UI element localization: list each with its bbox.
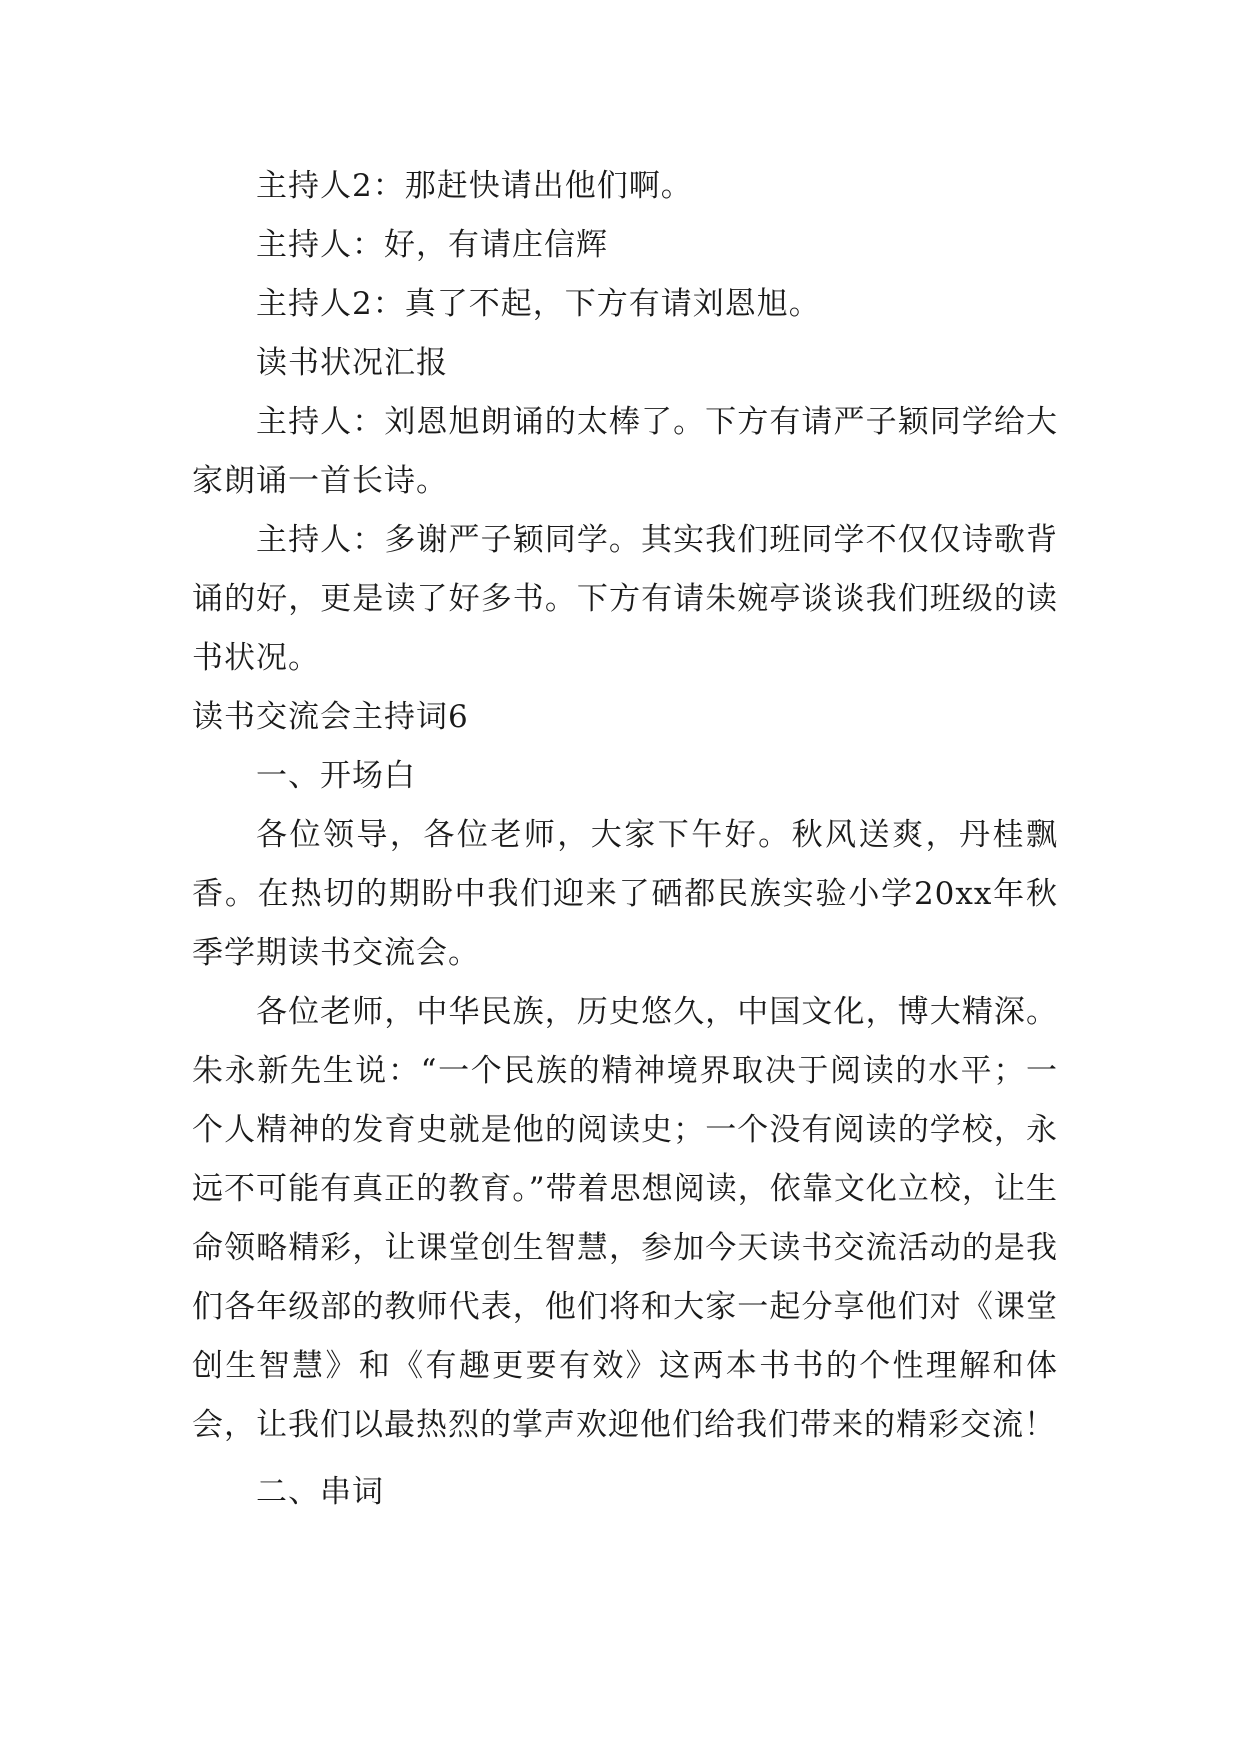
paragraph-opening-greeting: 各位领导，各位老师，大家下午好。秋风送爽，丹桂飘香。在热切的期盼中我们迎来了硒都民族实验小学20xx年秋季学期读书交流会。 (192, 817, 1058, 971)
paragraph-host2-invite: 主持人2：那赶快请出他们啊。 (256, 168, 693, 204)
paragraph-host-thanks-yan: 主持人：多谢严子颖同学。其实我们班同学不仅仅诗歌背诵的好，更是读了好多书。下方有请朱婉亭谈谈我们班级的读书状况。 (192, 522, 1058, 676)
subheading-opening: 一、开场白 (256, 758, 416, 794)
paragraph-reading-report: 读书状况汇报 (256, 345, 448, 381)
paragraph-host-invite-yan: 主持人：刘恩旭朗诵的太棒了。下方有请严子颖同学给大家朗诵一首长诗。 (192, 404, 1058, 499)
paragraph-host-invite-zhuang: 主持人：好，有请庄信辉 (256, 227, 608, 263)
paragraph-opening-speech: 各位老师，中华民族，历史悠久，中国文化，博大精深。朱永新先生说：“一个民族的精神境界取决于阅读的水平；一个人精神的发育史就是他的阅读史；一个没有阅读的学校，永远不可能有真正的教育。”带着思想阅读，依靠文化立校，让生命领略精彩，让课堂创生智慧，参加今天读书交流活动的是我们各年级部的教师代表，他们将和大家一起分享他们对《课堂创生智慧》和《有趣更要有效》这两本书书的个性理解和体会，让我们以最热烈的掌声欢迎他们给我们带来的精彩交流！ (192, 994, 1058, 1443)
section-heading: 读书交流会主持词6 (192, 699, 469, 735)
paragraph-host2-invite-liu: 主持人2：真了不起，下方有请刘恩旭。 (256, 286, 821, 322)
subheading-transitions: 二、串词 (256, 1474, 384, 1510)
document-body (192, 157, 1058, 1522)
